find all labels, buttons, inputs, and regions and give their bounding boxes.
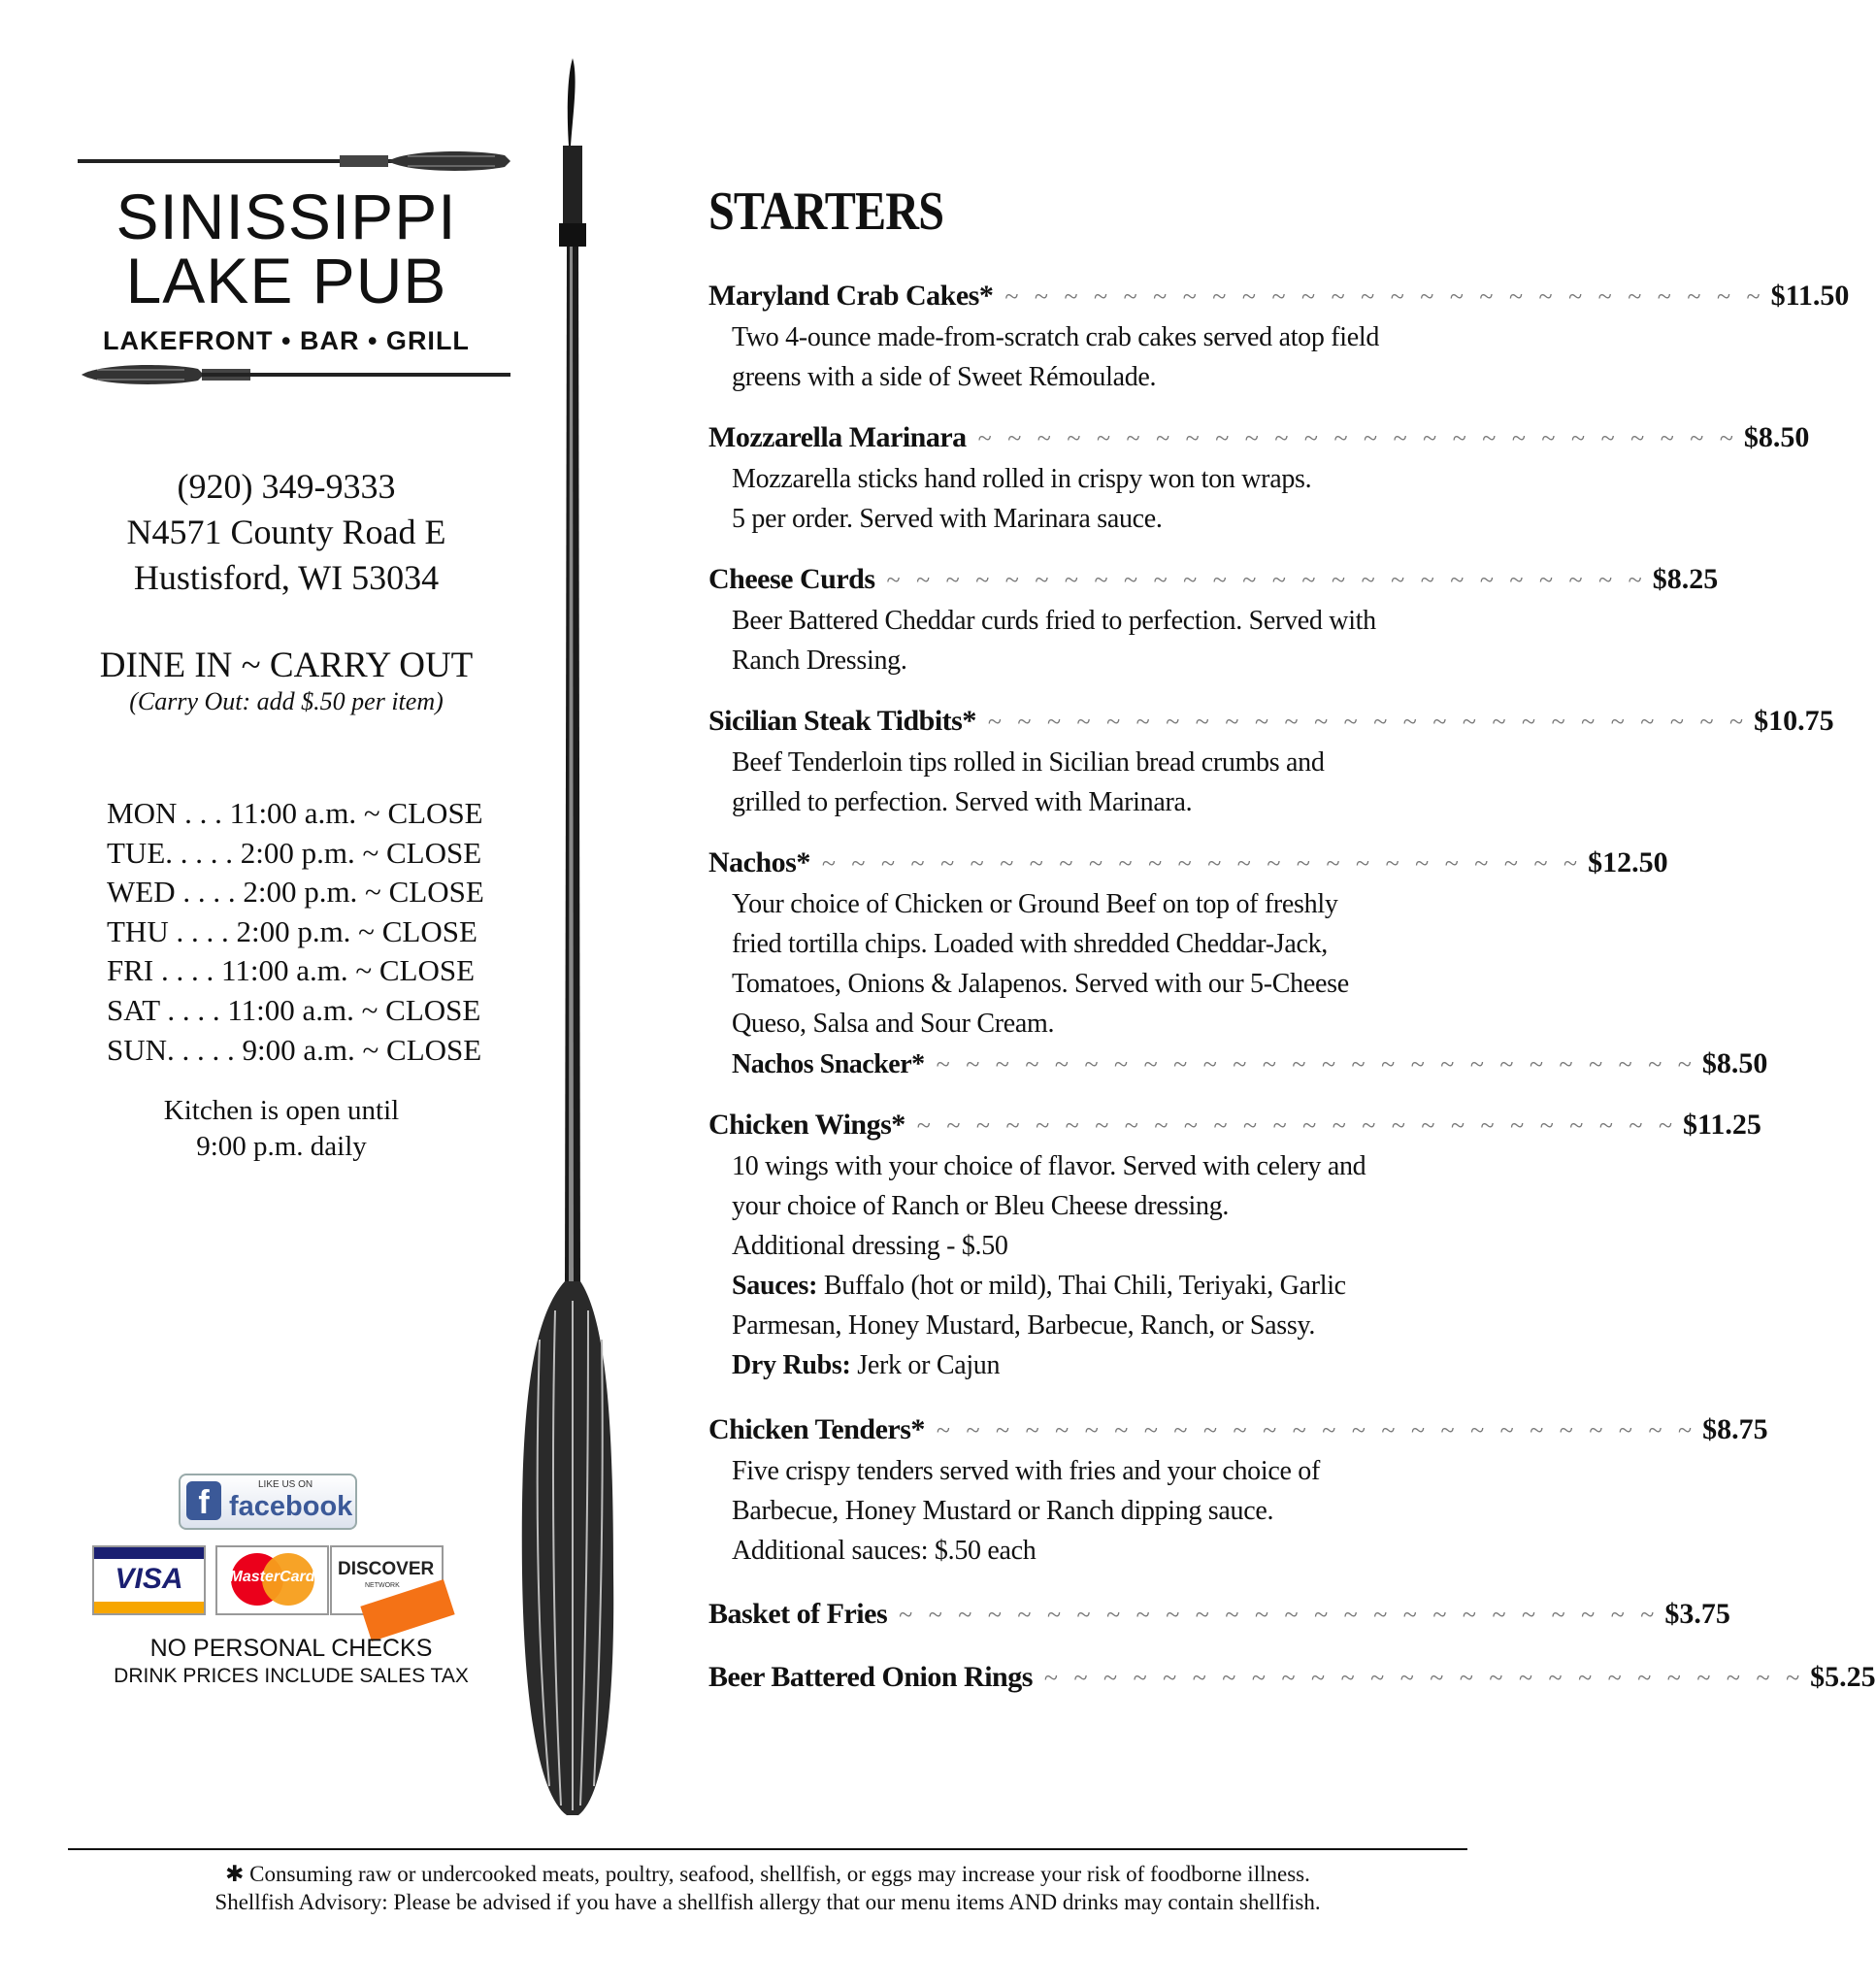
hours-row: WED . . . . 2:00 p.m. ~ CLOSE [107,875,484,910]
menu-item-price: $11.25 [1683,1109,1761,1141]
hours-row: MON . . . 11:00 a.m. ~ CLOSE [107,796,483,830]
leader-dots: ~ ~ ~ ~ ~ ~ ~ ~ ~ ~ ~ ~ ~ ~ ~ ~ ~ ~ ~ ~ ~ ~ ~ ~ ~ ~ [916,1111,1678,1140]
hours-row: SUN. . . . . 9:00 a.m. ~ CLOSE [107,1032,482,1067]
menu-item-description: 10 wings with your choice of flavor. Served with celery and your choice of Ranch or Bleu Cheese dressing. Additional dressing - $.50 Sauces: Buffalo (hot or mild), Thai Chili, Teriyaki, Garlic Parmesan, Honey Mustard, Barbecue, Ranch, or Sassy. Dry Rubs: Jerk or Cajun [732,1151,1366,1380]
payment-policy [68,1635,514,1688]
street-address: N4571 County Road E [126,513,446,551]
leader-dots: ~ ~ ~ ~ ~ ~ ~ ~ ~ ~ ~ ~ ~ ~ ~ ~ ~ ~ ~ ~ ~ ~ ~ ~ ~ ~ [936,1416,1697,1444]
hours-row: FRI . . . . 11:00 a.m. ~ CLOSE [107,953,476,988]
menu-item-name: Basket of Fries [708,1598,888,1630]
menu-item-name: Mozzarella Marinara [708,421,967,453]
carry-out-note: (Carry Out: add $.50 per item) [129,687,444,715]
menu-item-name: Maryland Crab Cakes* [708,280,994,312]
menu-item-description: Two 4-ounce made-from-scratch crab cakes served atop field greens with a side of Sweet Rémoulade. [732,322,1380,392]
leader-dots: ~ ~ ~ ~ ~ ~ ~ ~ ~ ~ ~ ~ ~ ~ ~ ~ ~ ~ ~ ~ ~ ~ ~ ~ ~ ~ [821,849,1583,878]
hours-row: THU . . . . 2:00 p.m. ~ CLOSE [107,913,477,948]
menu-item [708,1409,1768,1571]
facebook-wordmark: facebook [229,1491,353,1522]
menu-item-name: Sicilian Steak Tidbits* [708,705,976,737]
menu-subitem-price: $8.50 [1701,1047,1768,1079]
kitchen-line1: Kitchen is open until [163,1095,400,1126]
phone-number: (920) 349-9333 [177,467,396,506]
facebook-like-badge[interactable] [179,1474,357,1530]
leader-dots: ~ ~ ~ ~ ~ ~ ~ ~ ~ ~ ~ ~ ~ ~ ~ ~ ~ ~ ~ ~ ~ ~ ~ ~ ~ ~ [1043,1664,1805,1692]
menu-item [708,1657,1876,1699]
menu-item [708,417,1810,539]
visa-label: VISA [115,1563,183,1595]
hours-row: SAT . . . . 11:00 a.m. ~ CLOSE [107,992,481,1027]
hours-row: TUE. . . . . 2:00 p.m. ~ CLOSE [107,835,482,870]
leader-dots: ~ ~ ~ ~ ~ ~ ~ ~ ~ ~ ~ ~ ~ ~ ~ ~ ~ ~ ~ ~ ~ ~ ~ ~ ~ ~ [899,1601,1660,1629]
consumer-advisory: ✱ Consuming raw or undercooked meats, poultry, seafood, shellfish, or eggs may increase your risk of foodborne illness. [225,1862,1310,1886]
menu-item-description: Five crispy tenders served with fries and your choice of Barbecue, Honey Mustard or Ranch dipping sauce. Additional sauces: $.50 each [732,1456,1321,1566]
facebook-icon: f [186,1481,221,1520]
tax-notice: DRINK PRICES INCLUDE SALES TAX [114,1665,469,1687]
oar-top-decoration [78,148,514,175]
menu-subitem [732,1044,1768,1085]
hours-list [107,794,495,1070]
menu-item-name: Chicken Tenders* [708,1413,925,1445]
discover-network-label: NETWORK [365,1582,400,1589]
facebook-like-label: LIKE US ON [258,1479,313,1490]
visa-card-icon [92,1545,206,1615]
leader-dots: ~ ~ ~ ~ ~ ~ ~ ~ ~ ~ ~ ~ ~ ~ ~ ~ ~ ~ ~ ~ ~ ~ ~ ~ ~ ~ [977,424,1738,452]
menu-item [708,843,1768,1085]
menu-item-description: Beer Battered Cheddar curds fried to perfection. Served with Ranch Dressing. [732,606,1376,676]
service-info [78,645,495,716]
menu-item-price: $11.50 [1770,280,1850,312]
oar-illustration [520,58,617,1815]
menu-item-price: $8.50 [1743,421,1810,453]
brand-tagline: LAKEFRONT • BAR • GRILL [103,326,470,355]
menu-item-name: Cheese Curds [708,563,875,595]
menu-item-price: $5.25 [1810,1661,1876,1693]
menu-item [708,276,1850,397]
menu-item [708,1105,1761,1385]
shellfish-advisory: Shellfish Advisory: Please be advised if you have a shellfish allergy that our menu items AND drinks may contain shellfish. [214,1890,1321,1914]
leader-dots: ~ ~ ~ ~ ~ ~ ~ ~ ~ ~ ~ ~ ~ ~ ~ ~ ~ ~ ~ ~ ~ ~ ~ ~ ~ ~ [1004,282,1765,311]
no-checks-notice: NO PERSONAL CHECKS [149,1635,433,1662]
menu-item-description: Beef Tenderloin tips rolled in Sicilian bread crumbs and grilled to perfection. Served with Marinara. [732,747,1325,817]
menu-item-price: $8.25 [1652,563,1719,595]
menu-item [708,559,1719,680]
leader-dots: ~ ~ ~ ~ ~ ~ ~ ~ ~ ~ ~ ~ ~ ~ ~ ~ ~ ~ ~ ~ ~ ~ ~ ~ ~ ~ [936,1050,1696,1078]
discover-label: DISCOVER [338,1559,435,1579]
menu-item [708,1594,1730,1636]
brand-name-line1: SINISSIPPI [115,181,457,252]
dry-rubs-label: Dry Rubs: [732,1350,851,1380]
menu-item-name: Beer Battered Onion Rings [708,1661,1033,1693]
menu-item-description: Your choice of Chicken or Ground Beef on top of freshly fried tortilla chips. Loaded with shredded Cheddar-Jack, Tomatoes, Onions & Jalapenos. Served with our 5-Cheese Queso, Salsa and Sour Cream. [732,889,1349,1039]
kitchen-line2: 9:00 p.m. daily [196,1131,367,1162]
section-heading-starters: STARTERS [708,182,944,242]
brand-name-line2: LAKE PUB [125,245,447,316]
mastercard-label: MasterCard [229,1569,315,1585]
brand-logo [87,181,485,356]
menu-item-price: $12.50 [1588,846,1668,878]
footer-divider [68,1848,1467,1850]
menu-item-name: Nachos* [708,846,810,878]
city-address: Hustisford, WI 53034 [133,558,440,597]
mastercard-icon [215,1545,329,1615]
leader-dots: ~ ~ ~ ~ ~ ~ ~ ~ ~ ~ ~ ~ ~ ~ ~ ~ ~ ~ ~ ~ ~ ~ ~ ~ ~ ~ [886,566,1647,594]
menu-item-description: Mozzarella sticks hand rolled in crispy won ton wraps. 5 per order. Served with Marinara sauce. [732,464,1312,534]
menu-item-price: $10.75 [1754,705,1834,737]
menu-item-name: Chicken Wings* [708,1109,905,1141]
service-title: DINE IN ~ CARRY OUT [99,646,474,685]
footer-advisory [68,1860,1467,1916]
leader-dots: ~ ~ ~ ~ ~ ~ ~ ~ ~ ~ ~ ~ ~ ~ ~ ~ ~ ~ ~ ~ ~ ~ ~ ~ ~ ~ [987,708,1749,736]
menu-item [708,701,1834,822]
menu-subitem-name: Nachos Snacker* [732,1049,925,1079]
discover-card-icon [330,1545,444,1615]
menu-item-price: $8.75 [1702,1413,1768,1445]
sauces-label: Sauces: [732,1271,818,1301]
kitchen-hours [107,1093,456,1165]
menu-item-price: $3.75 [1664,1598,1730,1630]
contact-info [78,464,495,601]
oar-bottom-decoration [78,361,514,388]
